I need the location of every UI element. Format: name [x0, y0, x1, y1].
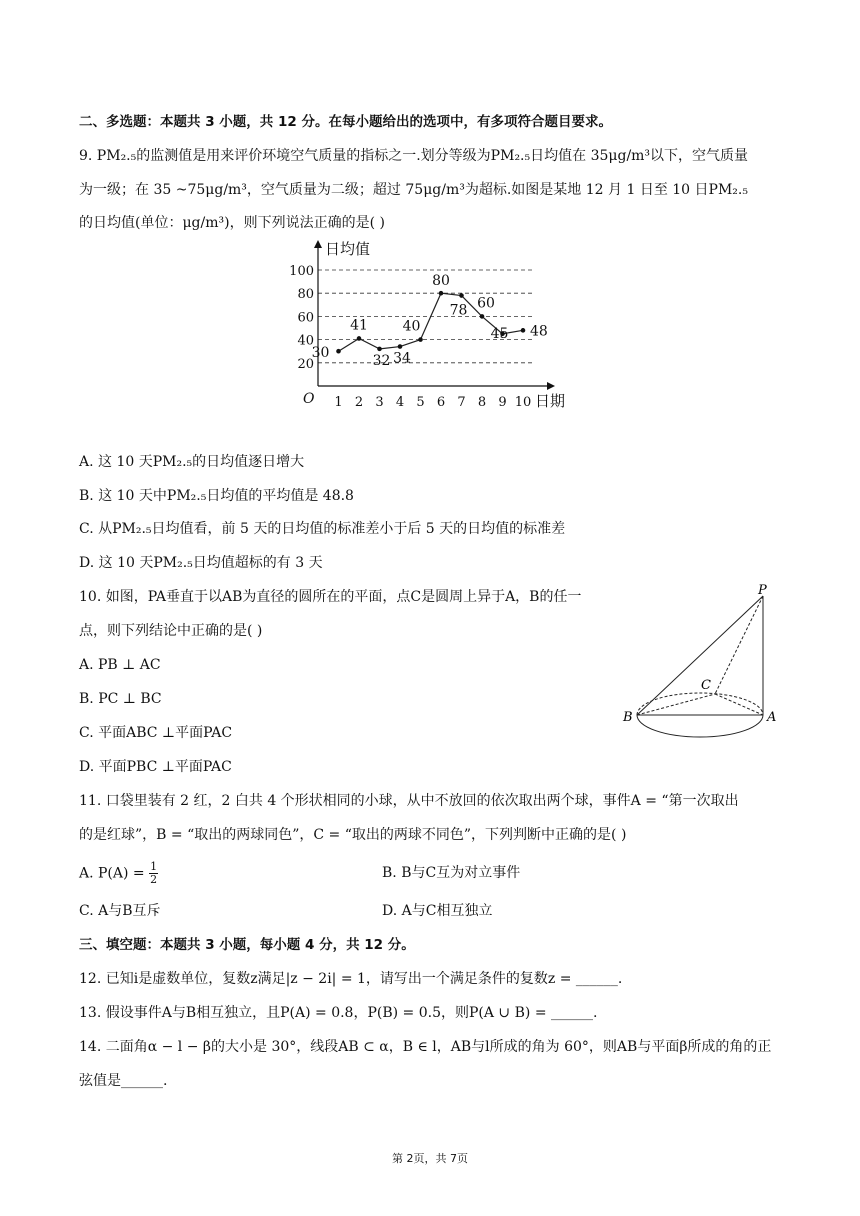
- q9-option-a: A. 这 10 天PM₂.₅的日均值逐日增大: [79, 454, 305, 470]
- q11-option-b: B. B与C互为对立事件: [382, 865, 521, 881]
- chart-axes: [303, 240, 565, 410]
- q11-option-a: [79, 861, 158, 886]
- q14-stem-line1: 14. 二面角α − l − β的大小是 30°，线段AB ⊂ α，B ∈ l，AB与l所成的角为 60°，则AB与平面β所成的角的正: [79, 1039, 772, 1055]
- xtick-7: 7: [457, 395, 466, 410]
- point-day-6: [439, 291, 444, 296]
- q10-option-c: C. 平面ABC ⊥平面PAC: [79, 725, 233, 741]
- q9-stem-line1: 9. PM₂.₅的监测值是用来评价环境空气质量的指标之一.划分等级为PM₂.₅日均值在 35μg/m³以下，空气质量: [79, 148, 749, 164]
- edge-PB: [637, 596, 763, 715]
- data-label-day-5: 40: [402, 318, 421, 335]
- q10-stem-line2: 点，则下列结论中正确的是( ): [79, 623, 263, 639]
- pm25-line-chart: [285, 236, 595, 416]
- q12-stem: 12. 已知i是虚数单位，复数z满足|z − 2i| = 1，请写出一个满足条件的复数z = ______.: [79, 971, 623, 987]
- y-axis-arrow: [314, 240, 322, 248]
- xtick-10: 10: [514, 395, 532, 410]
- q11-stem-line2: 的是红球”，B = “取出的两球同色”，C = “取出的两球不同色”，下列判断中正确的是( ): [79, 827, 627, 843]
- point-day-3: [377, 347, 382, 352]
- ytick-80: 80: [297, 287, 314, 303]
- label-C: C: [701, 678, 711, 693]
- q11-option-c: C. A与B互斥: [79, 903, 161, 919]
- origin-label: O: [303, 391, 315, 407]
- xtick-9: 9: [498, 395, 507, 410]
- q11-option-a-prefix: A. P(A) =: [79, 865, 150, 882]
- q13-stem: 13. 假设事件A与B相互独立，且P(A) = 0.8，P(B) = 0.5，则P(A ∪ B) = ______.: [79, 1005, 598, 1021]
- circle-back-arc: [637, 693, 763, 715]
- q10-option-d: D. 平面PBC ⊥平面PAC: [79, 759, 232, 775]
- data-label-day-7: 78: [449, 302, 468, 319]
- xtick-5: 5: [416, 395, 425, 410]
- point-day-1: [336, 349, 341, 354]
- q11-option-d: D. A与C相互独立: [382, 903, 493, 919]
- section-2-header: 二、多选题：本题共 3 小题，共 12 分。在每小题给出的选项中，有多项符合题目要求。: [79, 114, 612, 130]
- xtick-6: 6: [436, 395, 446, 410]
- data-label-day-10: 48: [530, 323, 548, 340]
- point-day-10: [521, 328, 526, 333]
- q10-stem-line1: 10. 如图，PA垂直于以AB为直径的圆所在的平面，点C是圆周上异于A，B的任一: [79, 589, 582, 605]
- point-day-5: [418, 337, 423, 342]
- point-day-2: [357, 336, 362, 341]
- point-day-8: [480, 314, 485, 319]
- q10-option-a: A. PB ⊥ AC: [79, 657, 161, 673]
- label-B: B: [623, 710, 633, 725]
- xtick-4: 4: [395, 395, 405, 410]
- data-labels: [312, 273, 548, 369]
- fraction-one-half: $\frac{1}{2}$: [150, 860, 158, 886]
- q14-stem-line2: 弦值是______.: [79, 1073, 168, 1089]
- q9-stem-line3: 的日均值(单位：μg/m³)，则下列说法正确的是( ): [79, 215, 385, 231]
- q9-stem-line2: 为一级；在 35 ~75μg/m³，空气质量为二级；超过 75μg/m³为超标.如图是某地 12 月 1 日至 10 日PM₂.₅: [79, 182, 748, 198]
- data-label-day-4: 34: [393, 350, 411, 367]
- section-3-header: 三、填空题：本题共 3 小题，每小题 4 分，共 12 分。: [79, 937, 415, 953]
- x-axis-label: 日期: [535, 392, 566, 410]
- ytick-20: 20: [297, 356, 314, 372]
- data-label-day-3: 32: [372, 352, 391, 369]
- data-label-day-8: 60: [477, 295, 495, 312]
- q10-option-b: B. PC ⊥ BC: [79, 691, 162, 707]
- label-A: A: [767, 710, 777, 725]
- data-label-day-9: 45: [490, 325, 509, 342]
- pyramid-geometry-figure: [615, 582, 785, 772]
- q9-option-b: B. 这 10 天中PM₂.₅日均值的平均值是 48.8: [79, 488, 354, 504]
- y-axis-label: 日均值: [325, 240, 371, 258]
- xtick-3: 3: [375, 395, 384, 410]
- chart-gridlines: [318, 270, 535, 363]
- circle-front-arc: [637, 715, 763, 737]
- ytick-40: 40: [297, 333, 314, 349]
- ytick-100: 100: [289, 264, 314, 279]
- point-day-4: [398, 344, 403, 349]
- point-day-7: [459, 293, 464, 298]
- q9-option-d: D. 这 10 天PM₂.₅日均值超标的有 3 天: [79, 555, 323, 571]
- label-P: P: [758, 583, 767, 598]
- data-label-day-2: 41: [350, 317, 368, 334]
- q11-stem-line1: 11. 口袋里装有 2 红，2 白共 4 个形状相同的小球，从中不放回的依次取出两个球，事件A = “第一次取出: [79, 793, 739, 809]
- q9-option-c: C. 从PM₂.₅日均值看，前 5 天的日均值的标准差小于后 5 天的日均值的标准差: [79, 521, 566, 537]
- ytick-60: 60: [297, 310, 314, 326]
- data-label-day-6: 80: [432, 273, 450, 290]
- xtick-2: 2: [354, 395, 364, 410]
- xtick-8: 8: [477, 395, 487, 410]
- edge-PC: [715, 596, 763, 694]
- data-label-day-1: 30: [311, 345, 330, 362]
- x-axis-arrow: [547, 382, 555, 390]
- xtick-1: 1: [334, 395, 343, 410]
- page-footer: 第 2页，共 7页: [392, 1152, 468, 1165]
